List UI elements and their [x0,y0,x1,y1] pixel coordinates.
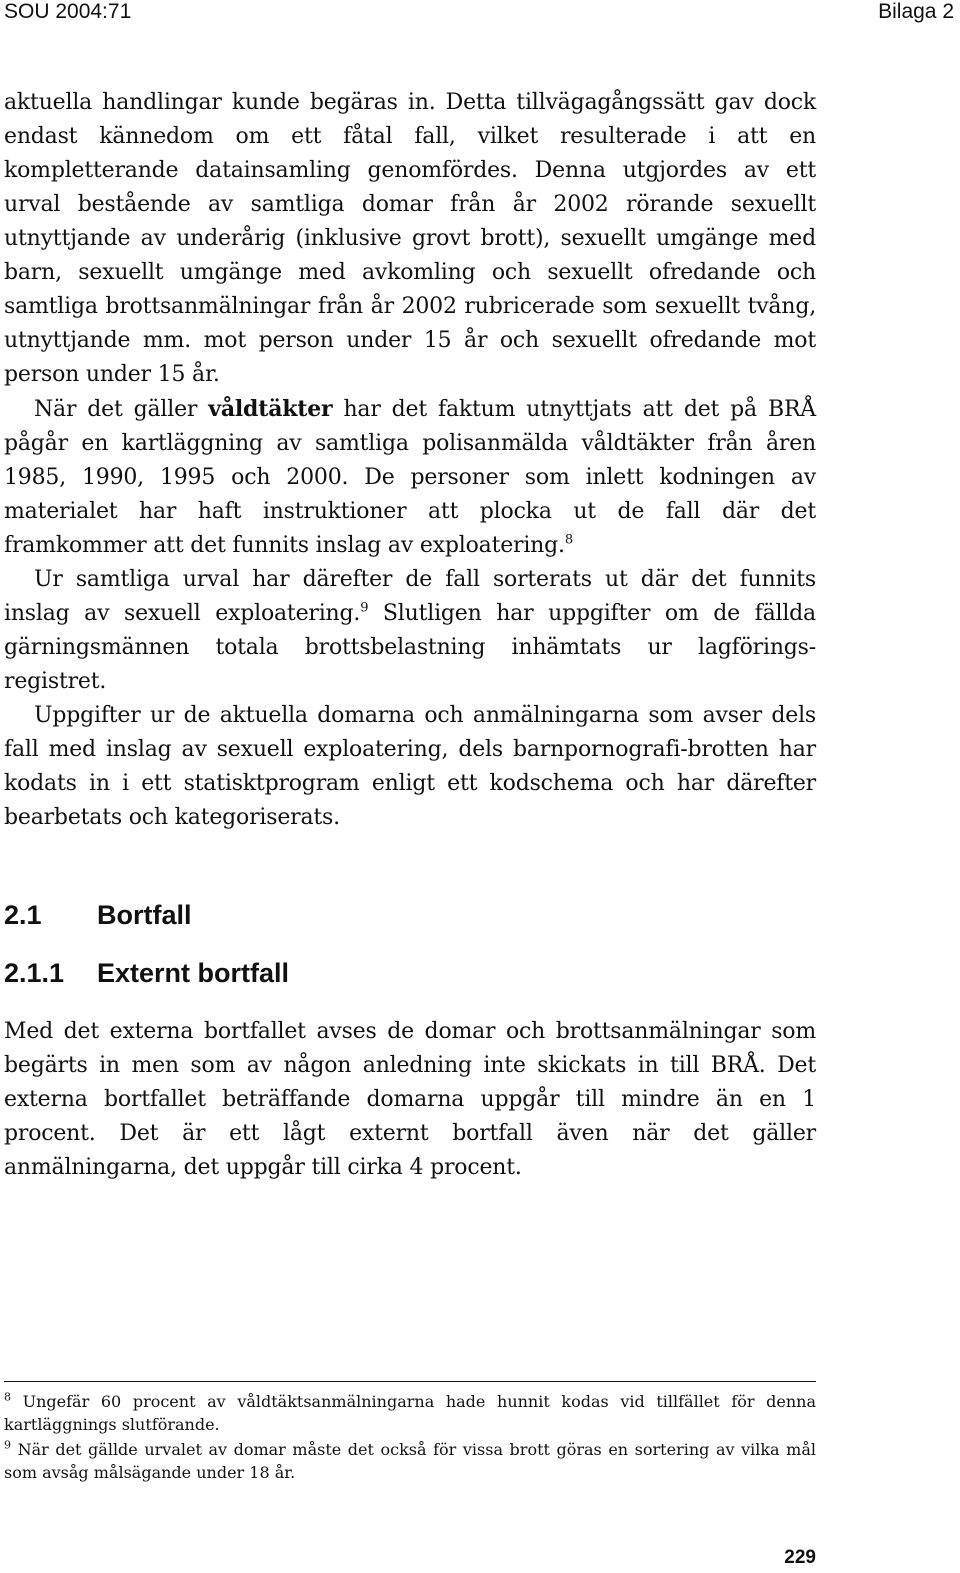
footnote-8-number: 8 [4,1390,11,1404]
paragraph-2-text-a: När det gäller [34,397,209,422]
paragraph-4: Uppgifter ur de aktuella domarna och anmälningarna som avser dels fall med inslag av sexuell exploatering, dels barnpornografi-brotten har kodats in i ett statisktprogram enligt ett kodschema och har därefter bearbetats och kategoriserats. [4,703,816,830]
footnote-ref-8[interactable]: 8 [564,532,573,548]
paragraph-2 [4,392,816,563]
running-header-right: Bilaga 2 [878,0,954,23]
paragraph-1: aktuella handlingar kunde begäras in. Detta tillvägagångssätt gav dock endast kännedom om ett fåtal fall, vilket resulterade i att en kompletterande datainsamling genomfördes. Denna utgjordes av ett urval bestående av samtliga domar från år 2002 rörande sexuellt utnyttjande av underårig (inklusive grovt brott), sexuellt umgänge med barn, sexuellt umgänge med avkomling och sexuellt ofredande och samtliga brottsanmälningar från år 2002 rubricerade som sexuellt tvång, utnyttjande mm. mot person under 15 år och sexuellt ofredande mot person under 15 år. [4,90,816,387]
footnote-9 [4,1438,816,1484]
footnote-8-text: Ungefär 60 procent av våldtäktsanmälningarna hade hunnit kodas vid tillfället för denna kartläggnings slutförande. [4,1392,816,1434]
page-number: 229 [784,1547,816,1568]
paragraph-3 [4,563,816,699]
footnotes [4,1390,816,1486]
subsection-heading [4,957,289,989]
paragraph-2-text-b: har det faktum utnyttjats att det på BRÅ pågår en kartläggning av samtliga polisanmälda våldtäkter från åren 1985, 1990, 1995 och 2000. De personer som inlett kodningen av materialet har haft instruktioner att plocka ut de fall där det framkommer att det funnits inslag av exploatering. [4,397,816,558]
section-number: 2.1 [4,900,42,930]
paragraph-2-bold: våldtäkter [208,396,333,422]
running-header-left: SOU 2004:71 [4,0,132,23]
section-heading [4,899,192,931]
section-body [4,1015,816,1185]
subsection-number: 2.1.1 [4,958,65,988]
subsection-title: Externt bortfall [97,958,290,988]
paragraph-3-text-b: Slutligen har uppgifter om de fällda gärningsmännen totala brottsbelastning inhämtats ur lagförings-registret. [4,601,816,694]
footnote-9-number: 9 [4,1438,11,1452]
section-paragraph: Med det externa bortfallet avses de domar och brottsanmälningar som begärts in men som av någon anledning inte skickats in till BRÅ. Det externa bortfallet beträffande domarna uppgår till mindre än en 1 procent. Det är ett lågt externt bortfall även när det gäller anmälningarna, det uppgår till cirka 4 procent. [4,1019,816,1180]
footnote-8 [4,1390,816,1436]
paragraph-3-text-a: Ur samtliga urval har därefter de fall sorterats ut där det funnits inslag av sexuell exploatering. [4,567,816,626]
footnote-divider [4,1381,816,1382]
footnote-ref-9[interactable]: 9 [360,600,369,616]
section-title: Bortfall [97,900,192,930]
footnote-9-text: När det gällde urvalet av domar måste det också för vissa brott göras en sortering av vilka mål som avsåg målsägande under 18 år. [4,1440,816,1482]
body-text [4,86,816,835]
